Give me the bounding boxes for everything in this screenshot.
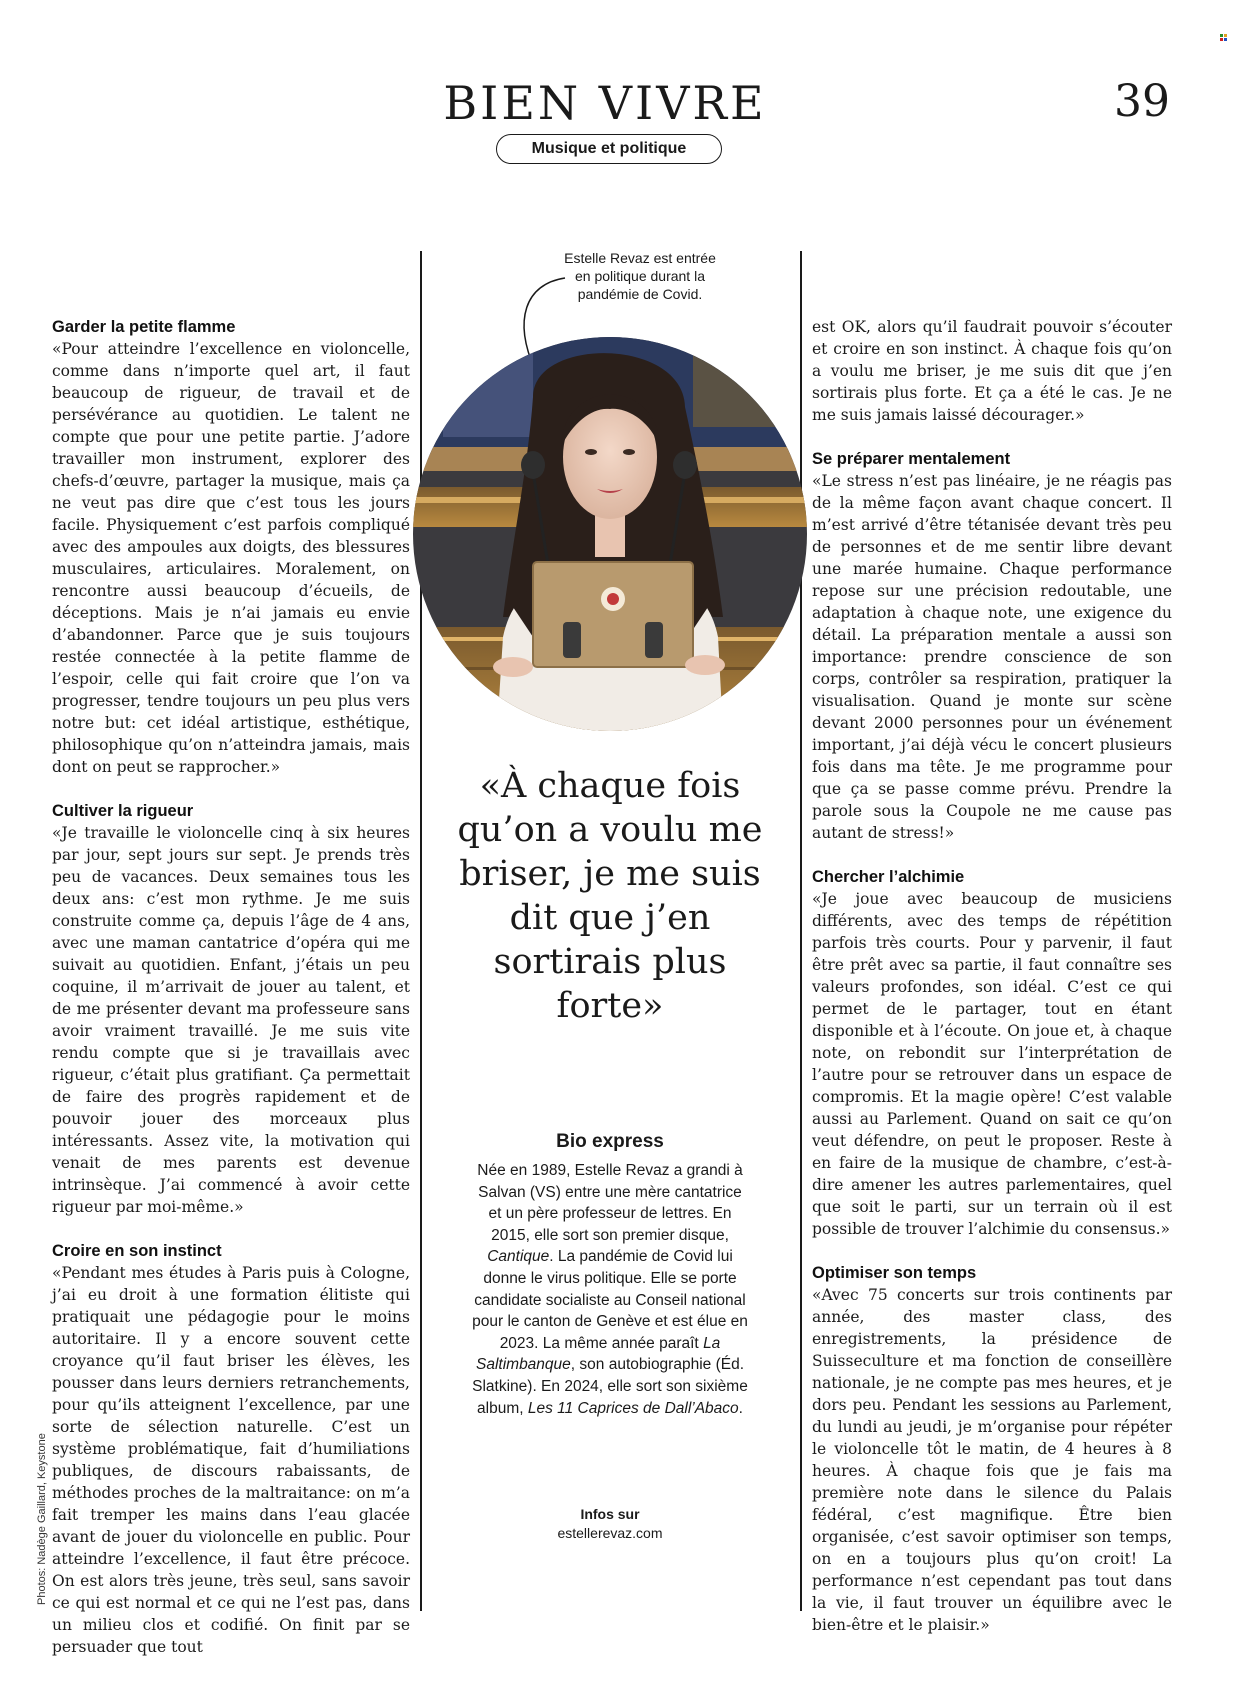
section-text: «Je travaille le violoncelle cinq à six heures par jour, sept jours sur sept. Je prends très peu de vacances. Deux semaines tous les deux ans: c’est mon rythme. Je me suis construite comme ça, depuis l’âge de 4 ans, avec une maman cantatrice d’opéra qui me suivait au quotidien. Enfant, j’étais un peu coquine, il m’arrivait de jouer au talent, et de me présenter devant ma professeure sans avoir vraiment travaillé. Je me suis vite rendu compte que si je travaillais avec rigueur, c’était plus gratifiant. Ça permettait de faire des progrès rapidement et de pouvoir jouer des morceaux plus intéressants. Assez vite, la motivation qui venait de mes parents est devenue intrinsèque. J’ai commencé à avoir cette rigueur par moi-même.» <box>52 824 410 1216</box>
section-subtitle-badge: Musique et politique <box>496 134 722 164</box>
infos-box <box>500 1505 720 1543</box>
article-section <box>52 316 410 778</box>
article-section <box>52 1240 410 1658</box>
section-heading: Garder la petite flamme <box>52 318 236 336</box>
article-section <box>812 1262 1172 1636</box>
section-text: «Avec 75 concerts sur trois continents par année, des master class, des enregistrements, la présidence de Suisseculture et ma fonction de conseillère nationale, je ne compte pas mes heures, et je dors peu. Pendant les sessions au Parlement, du lundi au jeudi, je m’organise pour répéter le violoncelle tôt le matin, de 4 heures à 8 heures. À chaque fois que je fais ma première note dans le silence du Palais fédéral, c’est magnifique. Être bien organisée, c’est savoir optimiser son temps, on en a toujours plus qu’on croit! La performance n’est cependant pas tout dans la vie, il faut trouver un équilibre avec le bien-être et le plaisir.» <box>812 1286 1172 1634</box>
section-heading: Se préparer mentalement <box>812 450 1011 468</box>
page-number: 39 <box>1114 76 1170 127</box>
section-text: «Pour atteindre l’excellence en violoncelle, comme dans n’importe quel art, il faut beaucoup de rigueur, de travail et de persévérance au quotidien. Le talent ne compte que pour une petite partie. J’adore travailler mon instrument, explorer des chefs-d’œuvre, partager la musique, mais ça ne veut pas dire que c’est tous les jours facile. Physiquement c’est parfois compliqué avec des ampoules aux doigts, des blessures musculaires, articulaires. Moralement, on rencontre aussi beaucoup d’écueils, de déceptions. Mais je n’ai jamais eu envie d’abandonner. Parce que je suis toujours restée connectée à la petite flamme de l’espoir, celle qui fait croire que l’on va progresser, tendre toujours un peu plus vers notre but: cet idéal artistique, esthétique, philosophique qu’on n’atteindra jamais, mais dont on peut se rapprocher.» <box>52 340 410 776</box>
section-title: BIEN VIVRE <box>443 76 767 130</box>
registration-mark <box>1220 34 1227 41</box>
section-heading: Croire en son instinct <box>52 1242 222 1260</box>
photo-credit: Photos: Nadège Gaillard, Keystone <box>36 1433 48 1605</box>
article-column-left <box>52 316 410 1680</box>
pull-quote: «À chaque fois qu’on a voulu me briser, je me suis dit que j’en sortirais plus forte» <box>457 766 763 1026</box>
website-link[interactable]: estellerevaz.com <box>557 1525 663 1541</box>
section-heading: Cultiver la rigueur <box>52 802 194 820</box>
article-section <box>812 316 1172 426</box>
section-text: est OK, alors qu’il faudrait pouvoir s’écouter et croire en son instinct. À chaque fois qu’on a voulu me briser, je me suis dit que j’en sortirais plus forte. Et ça a été le cas. Je ne me suis jamais laissé décourager.» <box>812 318 1172 424</box>
infos-label: Infos sur <box>580 1506 640 1522</box>
section-text: «Le stress n’est pas linéaire, je ne réagis pas de la même façon avant chaque concert. Il m’est arrivé d’être tétanisée devant très peu de personnes et de me sentir libre devant une marée humaine. Chaque performance repose sur une précision redoutable, une adaptation à chaque note, une exigence du détail. La préparation mentale a aussi son importance: prendre conscience de son corps, contrôler sa respiration, pratiquer la visualisation. Quand je monte sur scène devant 2000 personnes pour un événement important, j’ai déjà vécu le concert plusieurs fois dans ma tête. Je me programme pour que ça se passe comme prévu. Prendre la parole sous la Coupole ne me cause pas autant de stress!» <box>812 472 1172 842</box>
photo-caption: Estelle Revaz est entrée en politique durant la pandémie de Covid. <box>564 250 716 302</box>
portrait-photo <box>413 337 807 731</box>
article-column-right <box>812 316 1172 1658</box>
section-text: «Je joue avec beaucoup de musiciens différents, avec des temps de répétition parfois très courts. Pour y parvenir, il faut être prêt avec sa partie, il faut connaître ses valeurs profondes, son idéal. C’est ce qui permet de le partager, tout en étant disponible et à l’écoute. On joue et, à chaque note, on rebondit sur l’interprétation de l’autre pour se retrouver dans un espace de compromis. Et la magie opère! C’est valable aussi au Parlement. Quand on sait ce qu’on veut défendre, on peut le proposer. Reste à en faire de la musique de chambre, c’est-à-dire amener les autres parlementaires, quel que soit le parti, sur un terrain où il est possible de trouver l’alchimie du consensus.» <box>812 890 1172 1238</box>
section-heading: Chercher l’alchimie <box>812 868 965 886</box>
article-section <box>812 448 1172 844</box>
bio-text: Née en 1989, Estelle Revaz a grandi à Salvan (VS) entre une mère cantatrice et un père professeur de lettres. En 2015, elle sort son premier disque, Cantique. La pandémie de Covid lui donne le virus politique. Elle se porte candidate socialiste au Conseil national pour le canton de Genève et est élue en 2023. La même année paraît La Saltimbanque, son autobiographie (Éd. Slatkine). En 2024, elle sort son sixième album, Les 11 Caprices de Dall’Abaco. <box>472 1162 748 1417</box>
bio-box <box>470 1130 750 1419</box>
section-text: «Pendant mes études à Paris puis à Cologne, j’ai eu droit à une formation élitiste qui pratiquait une pédagogie pour le moins autoritaire. Il y a encore souvent cette croyance qu’il faut briser les élèves, les pousser dans leurs derniers retranchements, pour qu’ils atteignent l’excellence, par une sorte de sélection naturelle. C’est un système problématique, fait d’humiliations publiques, de discours rabaissants, de méthodes proches de la maltraitance: on m’a fait tremper les mains dans l’eau glacée avant de jouer du violoncelle en public. Pour atteindre l’excellence, il faut être précoce. On est alors très jeune, très seul, sans savoir ce qui est normal et ce qui ne l’est pas, dans un milieu clos et codifié. On finit par se persuader que tout <box>52 1264 410 1656</box>
section-heading: Optimiser son temps <box>812 1264 977 1282</box>
article-section <box>52 800 410 1218</box>
bio-title: Bio express <box>556 1131 664 1152</box>
article-section <box>812 866 1172 1240</box>
